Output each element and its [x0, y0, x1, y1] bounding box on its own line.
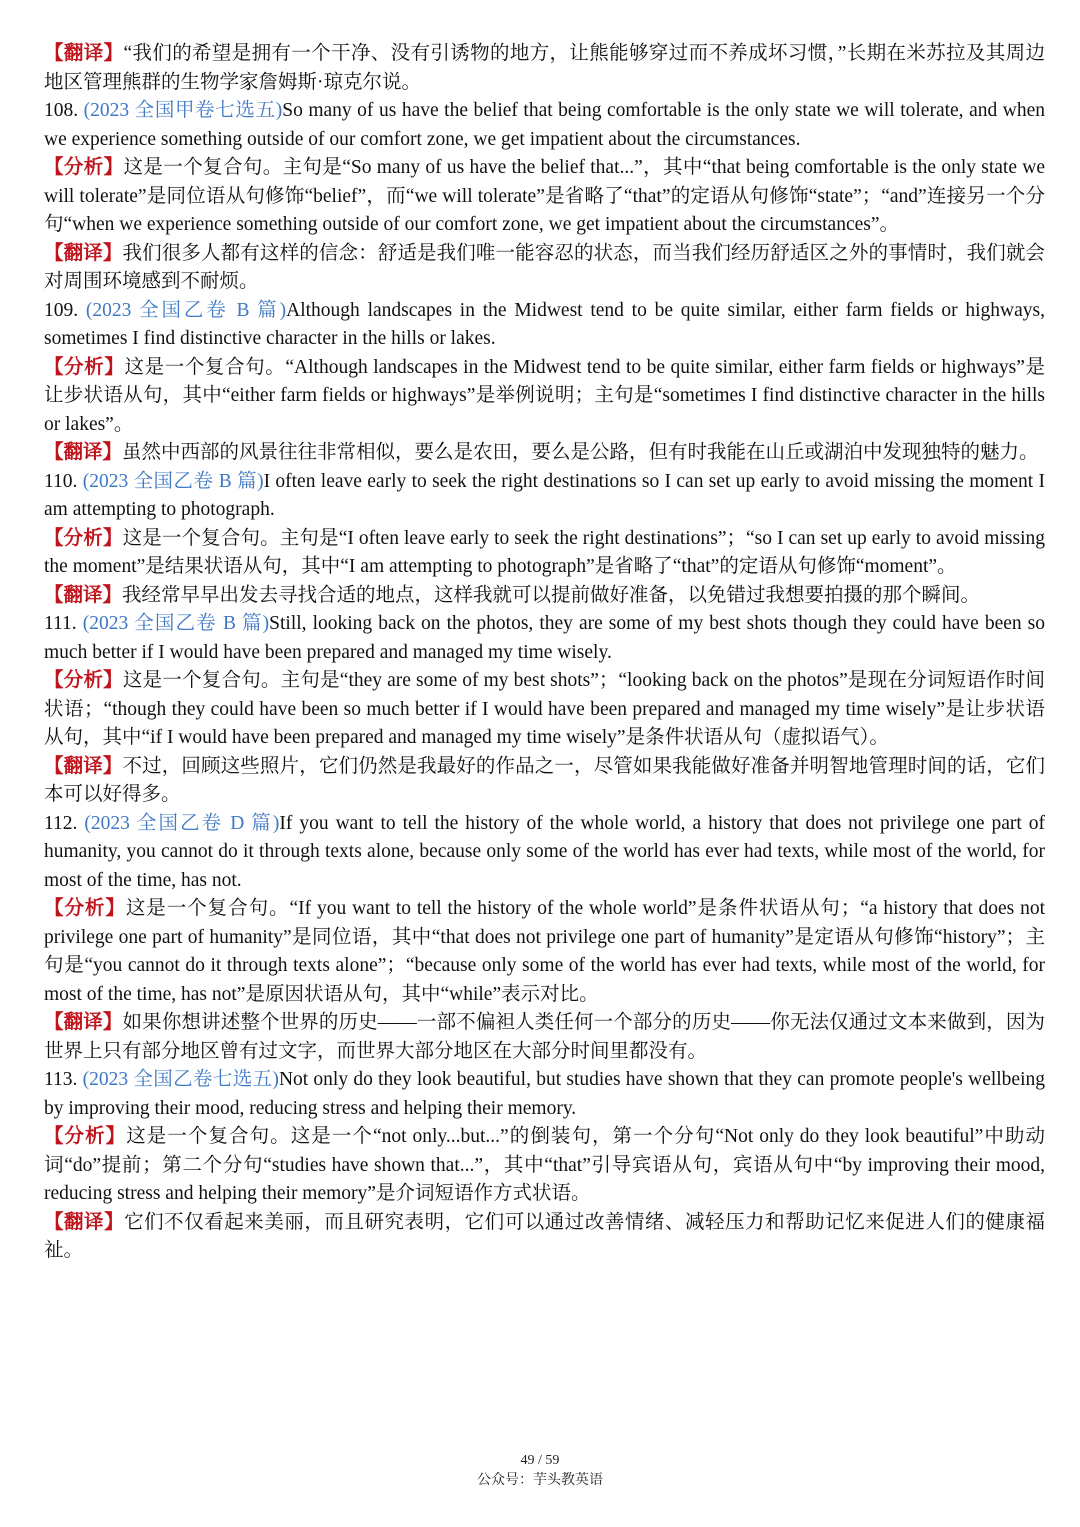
question-sentence: Although landscapes in the Midwest tend to be quite similar, either farm fields or highways, sometimes I find distinctive character in the hills or lakes.	[44, 299, 1045, 349]
translation-paragraph	[44, 582, 1045, 611]
footer-account: 公众号：芋头教英语	[477, 1473, 603, 1488]
translation-paragraph	[44, 1009, 1045, 1066]
page-number: 49 / 59	[520, 1453, 560, 1468]
translation-text: 它们不仅看起来美丽，而且研究表明，它们可以通过改善情绪、减轻压力和帮助记忆来促进人们的健康福祉。	[44, 1211, 1045, 1261]
question-sentence: I often leave early to seek the right destinations so I can set up early to avoid missing the moment I am attempting to photograph.	[44, 470, 1045, 520]
translation-text: 如果你想讲述整个世界的历史——一部不偏袒人类任何一个部分的历史——你无法仅通过文本来做到，因为世界上只有部分地区曾有过文字，而世界大部分地区在大部分时间里都没有。	[44, 1012, 1045, 1062]
question-sentence: So many of us have the belief that being comfortable is the only state we will tolerate, and when we experience something outside of our comfort zone, we get impatient about the circumstances.	[44, 100, 1045, 150]
analysis-label: 【分析】	[44, 670, 123, 691]
translation-text: “我们的希望是拥有一个干净、没有引诱物的地方，让熊能够穿过而不养成坏习惯，”长期在米苏拉及其周边地区管理熊群的生物学家詹姆斯·琼克尔说。	[44, 43, 1045, 93]
question-item-111	[44, 610, 1045, 667]
question-item-110	[44, 468, 1045, 525]
analysis-text: 这是一个复合句。主句是“So many of us have the belief that...”，其中“that being comfortable is the only state we will tolerate”是同位语从句修饰“belief”，而“we will tolerate”是省略了“that”的定语从句修饰“state”；“and”连接另一个分句“when we experience something outside of our comfort zone, we get impatient about the circumstances”。	[44, 157, 1045, 235]
question-source: (2023 全国乙卷 B 篇)	[85, 299, 287, 321]
translation-paragraph	[44, 40, 1045, 97]
analysis-label: 【分析】	[44, 356, 125, 378]
analysis-label: 【分析】	[44, 1126, 127, 1147]
question-item-109	[44, 297, 1045, 354]
question-number: 113.	[44, 1069, 78, 1090]
analysis-text: 这是一个复合句。“If you want to tell the history of the whole world”是条件状语从句；“a history that does not privilege one part of humanity”是同位语，其中“that does not privilege one part of humanity”是定语从句修饰“history”；主句是“you cannot do it through texts alone”；“because only some of the world has ever had texts, while most of the world, for most of the time, has not”是原因状语从句，其中“while”表示对比。	[44, 898, 1045, 1005]
question-item-113	[44, 1066, 1045, 1123]
question-number: 110.	[44, 470, 78, 492]
question-source: (2023 全国乙卷 B 篇)	[82, 470, 264, 492]
translation-label: 【翻译】	[44, 755, 123, 777]
translation-label: 【翻译】	[44, 584, 123, 606]
translation-paragraph	[44, 439, 1045, 468]
question-item-112	[44, 810, 1045, 896]
translation-text: 虽然中西部的风景往往非常相似，要么是农田，要么是公路，但有时我能在山丘或湖泊中发现独特的魅力。	[122, 442, 1039, 463]
question-source: (2023 全国甲卷七选五)	[83, 100, 283, 121]
translation-paragraph	[44, 1209, 1045, 1266]
translation-label: 【翻译】	[44, 43, 124, 64]
analysis-text: 这是一个复合句。主句是“they are some of my best shots”；“looking back on the photos”是现在分词短语作时间状语；“though they could have been so much better if I would have been prepared and managed my time wisely”是让步状语从句，其中“if I would have been prepared and managed my time wisely”是条件状语从句（虚拟语气）。	[44, 670, 1045, 748]
analysis-text: 这是一个复合句。这是一个“not only...but...”的倒装句，第一个分句“Not only do they look beautiful”中助动词“do”提前；第二个分句“studies have shown that...”，其中“that”引导宾语从句，宾语从句中“by improving their mood, reducing stress and helping their memory”是介词短语作方式状语。	[44, 1126, 1045, 1204]
analysis-paragraph	[44, 354, 1045, 440]
page-footer	[0, 1451, 1080, 1491]
analysis-paragraph	[44, 525, 1045, 582]
question-sentence: Still, looking back on the photos, they are some of my best shots though they could have been so much better if I would have been prepared and managed my time wisely.	[44, 613, 1046, 663]
question-number: 109.	[44, 299, 79, 321]
question-item-108	[44, 97, 1045, 154]
analysis-label: 【分析】	[44, 527, 123, 549]
analysis-text: 这是一个复合句。主句是“I often leave early to seek the right destinations”；“so I can set up early to avoid missing the moment”是结果状语从句，其中“I am attempting to photograph”是省略了“that”的定语从句修饰“moment”。	[44, 527, 1045, 577]
question-number: 111.	[44, 613, 77, 634]
analysis-label: 【分析】	[44, 898, 126, 919]
translation-label: 【翻译】	[44, 242, 123, 264]
question-source: (2023 全国乙卷 B 篇)	[82, 613, 270, 634]
analysis-paragraph	[44, 895, 1045, 1009]
question-sentence: If you want to tell the history of the whole world, a history that does not privilege one part of humanity, you cannot do it through texts alone, because only some of the world has ever had texts, while most of the world, for most of the time, has not.	[44, 812, 1046, 891]
question-sentence: Not only do they look beautiful, but studies have shown that they can promote people's wellbeing by improving their mood, reducing stress and helping their memory.	[44, 1069, 1046, 1119]
analysis-paragraph	[44, 1123, 1045, 1209]
translation-text: 不过，回顾这些照片，它们仍然是我最好的作品之一，尽管如果我能做好准备并明智地管理时间的话，它们本可以好得多。	[44, 755, 1045, 805]
question-number: 112.	[44, 812, 78, 834]
analysis-text: 这是一个复合句。“Although landscapes in the Midwest tend to be quite similar, either farm fields or highways”是让步状语从句，其中“either farm fields or highways”是举例说明；主句是“sometimes I find distinctive character in the hills or lakes”。	[44, 356, 1045, 435]
question-source: (2023 全国乙卷 D 篇)	[84, 812, 280, 834]
translation-label: 【翻译】	[44, 1211, 125, 1233]
document-body	[44, 40, 1045, 1266]
translation-label: 【翻译】	[44, 1012, 123, 1033]
translation-paragraph	[44, 753, 1045, 810]
analysis-label: 【分析】	[44, 157, 124, 178]
translation-text: 我们很多人都有这样的信念：舒适是我们唯一能容忍的状态，而当我们经历舒适区之外的事情时，我们就会对周围环境感到不耐烦。	[44, 242, 1045, 292]
question-number: 108.	[44, 100, 79, 121]
question-source: (2023 全国乙卷七选五)	[82, 1069, 279, 1090]
translation-paragraph	[44, 240, 1045, 297]
translation-text: 我经常早早出发去寻找合适的地点，这样我就可以提前做好准备，以免错过我想要拍摄的那个瞬间。	[122, 584, 981, 606]
analysis-paragraph	[44, 667, 1045, 753]
translation-label: 【翻译】	[44, 442, 123, 463]
analysis-paragraph	[44, 154, 1045, 240]
